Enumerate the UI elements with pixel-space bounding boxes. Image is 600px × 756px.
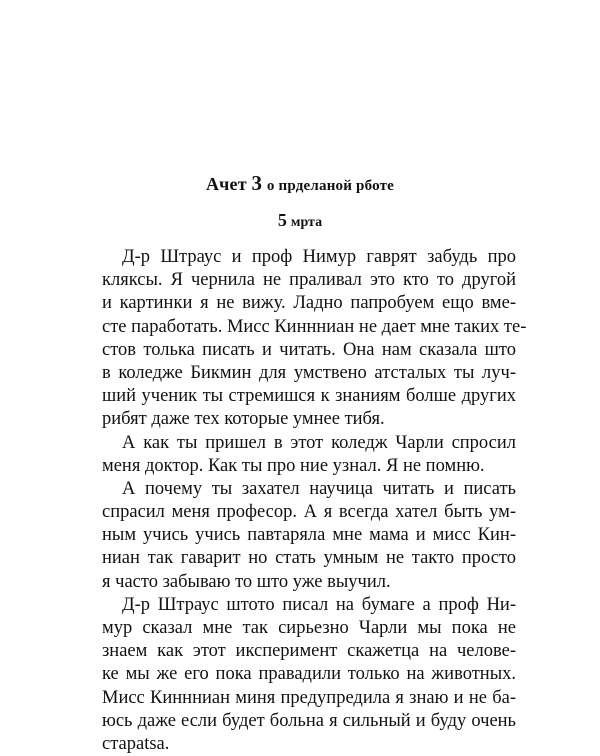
text-line: юсь даже если будет больна я сильный и буду очень [102, 710, 516, 731]
text-line: ным учись учись павтаряла мне мама и мисс Кин- [102, 525, 516, 546]
text-line: я часто забываю то што уже выучил. [102, 571, 391, 592]
text-line: А как ты пришел в этот коледж Чарли спросил [122, 432, 516, 453]
text-line: и картинки я не вижу. Ладно папробуем ещо вме- [102, 293, 516, 314]
text-line: меня доктор. Как ты про ние узнал. Я не помню. [102, 455, 485, 476]
entry-date [0, 210, 600, 231]
text-line: спрасил меня професор. А я всегда хател быть ум- [102, 502, 516, 523]
text-line: сте паработать. Мисс Киннниан не дает мне таких те- [102, 316, 527, 337]
text-line: рибят даже тех которые умнее тибя. [102, 409, 385, 430]
text-line: Мисс Киннниан миня предупредила я знаю и не ба- [102, 687, 516, 708]
entry-date-month: мрта [290, 215, 323, 230]
entry-date-day: 5 [277, 210, 287, 230]
body-text [102, 246, 527, 756]
text-line: Д-р Штраус и проф Нимур гаврят забудь про [122, 247, 516, 267]
text-line: мур сказал мне так сирьезно Чарли мы пока не [102, 618, 516, 638]
text-line: Д-р Штраус штото писал на бумаге а проф Ни- [122, 594, 516, 615]
text-line: ке мы же его пока правадили только на животных. [102, 664, 516, 685]
text-line: знаем как этот иксперимент скажетца на челове- [102, 641, 516, 662]
text-line: стов толька писать и читать. Она нам сказала што [102, 339, 516, 360]
text-line: А почему ты захател научица читать и писать [122, 478, 516, 499]
text-line: в коледже Бикмин для умствено атсталых ты луч- [102, 362, 516, 383]
text-line: старatsа. [102, 733, 170, 754]
text-line: кляксы. Я чернила не праливал это кто то другой [102, 270, 516, 291]
text-line: ший ученик ты стремишся к знаниям болше других [102, 386, 516, 407]
chapter-title-rest: о прделаной рботе [266, 178, 394, 194]
chapter-title [0, 171, 600, 196]
chapter-title-number: 3 [251, 171, 263, 195]
text-line: ниан так гаварит но стать умным не такто просто [102, 548, 516, 569]
chapter-title-prefix: Ачет [205, 174, 247, 194]
